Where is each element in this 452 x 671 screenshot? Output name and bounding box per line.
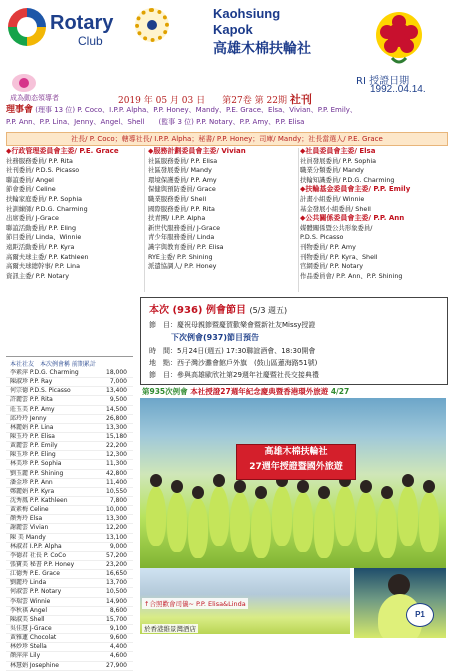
- leader-emblem-icon: [10, 72, 38, 94]
- roster-member-name: 李素萍 P.D.G. Charming: [10, 369, 79, 376]
- board-line-1: (理事 13 位) P. Coco、I.P.P. Alpha、P.P. Honey、Mandy、P.E. Grace、Elsa、Vivian、P.P. Emily、: [35, 106, 357, 114]
- roster-row: [6, 415, 133, 424]
- group-photo-member: [293, 492, 313, 552]
- committee-column-2: [148, 147, 298, 272]
- motto: 成為動态領導者: [10, 94, 59, 102]
- roster-amount: 22,200: [106, 442, 127, 450]
- roster-member-name: 陳玉玲 P.P. Elisa: [10, 432, 55, 440]
- roster-row: [6, 598, 133, 607]
- issue-date: 2019 年 05 月 03 日: [118, 96, 206, 106]
- roster-body: [6, 369, 133, 671]
- roster-member-name: 顏秀玲 Elsa: [10, 515, 43, 523]
- roster-row: [6, 387, 133, 396]
- group-photo-member: [398, 486, 418, 546]
- rotary-wheel-logo: [8, 8, 46, 46]
- issue-volume: 第27卷: [222, 96, 252, 106]
- club-wordmark: Club: [78, 34, 103, 48]
- club-name-en-1: Kaohsiung: [213, 6, 281, 21]
- roster-row: [6, 616, 133, 625]
- roster-amount: 7,800: [109, 496, 127, 504]
- roster-row: [6, 497, 133, 506]
- banner-line-1: 高雄木棉扶輪社: [264, 447, 328, 457]
- column-divider: [144, 148, 145, 292]
- roster-amount: 13,100: [106, 533, 127, 541]
- committee-member: 職業服務委員/ Shell: [148, 194, 207, 203]
- committee-head: ◆扶輪基金委員會主委/ P.P. Emily: [300, 185, 411, 194]
- group-photo-member-head: [171, 480, 183, 493]
- roster-member-name: 江德秀 P.E. Grace: [10, 570, 60, 578]
- roster-amount: 57,200: [106, 551, 127, 559]
- committee-member: RYE主委/ P.P. Shining: [148, 252, 213, 261]
- issue-number: 第 22期: [254, 96, 287, 106]
- roster-amount: 15,180: [106, 432, 127, 440]
- roster-row: [6, 643, 133, 652]
- publication-label: 社刊: [289, 93, 312, 106]
- roster-amount: 7,000: [109, 378, 127, 386]
- rotary-gear-icon: [135, 8, 169, 42]
- photo-footnote-hotel: 於香港維景灣酒店: [144, 625, 196, 633]
- roster-amount: 12,200: [106, 524, 127, 532]
- roster-member-name: 黃雅蓮 Chocolat: [10, 634, 57, 642]
- roster-amount: 18,000: [106, 369, 127, 376]
- roster-row: [6, 607, 133, 616]
- program-date: (5/3 週五): [249, 306, 288, 315]
- committee-head: ◆公共關係委員會主委/ P.P. Ann: [300, 214, 405, 223]
- founded-date: 1992..04.14.: [370, 84, 426, 95]
- roster-row: [6, 570, 133, 579]
- committee-member: 刊物委員/ P.P. Kyra、Shell: [300, 252, 378, 261]
- roster-row: [6, 534, 133, 543]
- roster-row: [6, 579, 133, 588]
- group-photo-member-head: [381, 486, 393, 499]
- officers-band: 社長/ P. Coco；轄導社長/ I.P.P. Alpha；秘書/ P.P. Honey；司庫/ Mandy；社長當選人/ P.E. Grace: [6, 132, 448, 146]
- group-photo-member-head: [255, 486, 267, 499]
- group-photo-member-head: [192, 486, 204, 499]
- group-photo-member: [335, 486, 355, 546]
- roster-row: [6, 396, 133, 405]
- program-title: [149, 301, 287, 316]
- committee-member: 節目委員/ Linda、Winnie: [6, 233, 82, 242]
- roster-member-name: 劉麗玲 Linda: [10, 579, 47, 587]
- column-divider: [298, 148, 299, 292]
- committee-member: 遠距活動委員/ P.P. Kyra: [6, 242, 75, 251]
- roster-member-name: 莊玉美 P.P. Amy: [10, 405, 55, 413]
- roster-member-name: 陳玉珍 P.P. Eling: [10, 451, 56, 459]
- program-item: 節 目：慶祝母親節暨慶賀歡樂會暨新社友Missy授證: [149, 321, 316, 329]
- rotary-wordmark: Rotary: [50, 12, 114, 34]
- roster-member-name: 李秋祺 Angel: [10, 606, 47, 614]
- group-photo-member-head: [360, 480, 372, 493]
- committee-member: 官網委員/ P.P. Notary: [300, 262, 364, 271]
- roster-amount: 9,000: [109, 542, 127, 550]
- roster-amount: 10,500: [106, 588, 127, 596]
- roster-row: [6, 488, 133, 497]
- page-number: P1: [406, 603, 434, 627]
- roster-row: [6, 652, 133, 661]
- roster-row: [6, 506, 133, 515]
- group-photo-member: [167, 492, 187, 552]
- committee-head: ◆服務計劃委員會主委/ Vivian: [148, 147, 246, 155]
- committee-member: 扶輪知識委員/ P.D.G. Charming: [300, 175, 395, 184]
- committee-member: 新世代服務委員/ J-Grace: [148, 223, 221, 232]
- roster-row: [6, 552, 133, 561]
- group-photo-member-head: [423, 480, 435, 493]
- group-photo-member: [272, 486, 292, 546]
- roster-row: [6, 634, 133, 643]
- committee-member: 扶青團/ I.P.P. Alpha: [148, 214, 206, 223]
- next-program-place: 地 點：西子灣沙灘會館戶外旗 (鼓山區蓮海路51號): [149, 359, 318, 367]
- committee-member: 保健與預防委員/ Grace: [148, 185, 216, 194]
- banner-line-2: 27週年授證暨國外旅遊: [249, 462, 343, 472]
- roster-amount: 16,650: [106, 570, 127, 578]
- committee-member: 媒體關係暨公共形象委員/: [300, 223, 373, 232]
- roster-row: [6, 515, 133, 524]
- roster-amount: 11,400: [106, 478, 127, 486]
- roster-member-name: 黃麗雲 P.P. Emily: [10, 442, 58, 450]
- group-photo: [140, 398, 446, 568]
- committee-member: 社區發展委員/ Mandy: [148, 166, 212, 175]
- roster-member-name: 陳淑美 Shell: [10, 615, 45, 623]
- roster-row: [6, 479, 133, 488]
- board-of-directors: [6, 104, 446, 130]
- committee-member: 社刊委員/ P.D.S. Picasso: [6, 166, 80, 175]
- committee-member: 計畫小組委員/ Winnie: [300, 194, 365, 203]
- roster-row: [6, 433, 133, 442]
- roster-amount: 9,600: [109, 634, 127, 642]
- roster-amount: 13,300: [106, 423, 127, 431]
- committee-member: 環境保護委員/ P.P. Amy: [148, 175, 217, 184]
- roster-member-name: 林慧娟 Josephine: [10, 661, 59, 669]
- committee-member: 扶輪家庭委員/ P.P. Sophia: [6, 194, 83, 203]
- group-photo-member: [356, 492, 376, 552]
- roster-amount: 10,000: [106, 506, 127, 514]
- roster-member-name: 顏萍萍 Lily: [10, 652, 41, 660]
- group-photo-member: [209, 486, 229, 546]
- committee-member: P.D.S. Picasso: [300, 233, 344, 242]
- roster-row: [6, 460, 133, 469]
- roster-member-name: 林美珍 P.P. Sophia: [10, 460, 62, 468]
- photo-caption-date: 4/27: [330, 387, 350, 396]
- committee-member: 派遣協調人/ P.P. Honey: [148, 262, 217, 271]
- group-photo-member-head: [402, 474, 414, 487]
- next-program-time: 時 間：5月24日(週五) 17:30聯誼酒會、18:30開會: [149, 347, 316, 355]
- group-photo-member-head: [234, 480, 246, 493]
- board-label: 理事會: [6, 105, 34, 115]
- roster-amount: 14,500: [106, 405, 127, 413]
- roster-amount: 13,700: [106, 579, 127, 587]
- roster-member-name: 吳佳慧 J-Grace: [10, 624, 52, 632]
- committee-member: 國際服務委員/ P.P. Rita: [148, 204, 215, 213]
- roster-amount: 9,500: [109, 396, 127, 404]
- group-photo-member-head: [318, 486, 330, 499]
- roster-amount: 26,800: [106, 414, 127, 422]
- roster-row: [6, 588, 133, 597]
- next-program-title: 下次例會(937)節目預告: [171, 333, 260, 342]
- roster-row: [6, 561, 133, 570]
- group-photo-member: [314, 498, 334, 558]
- roster-member-name: 邱玲玲 Jenny: [10, 414, 47, 422]
- roster-amount: 4,400: [109, 643, 127, 651]
- roster-member-name: 張寶美 秘書 P.P. Honey: [10, 560, 75, 568]
- roster-row: [6, 451, 133, 460]
- roster-member-name: 黃素梅 Celine: [10, 506, 49, 514]
- roster-amount: 11,300: [106, 460, 127, 468]
- roster-member-name: 林妙珍 Stella: [10, 643, 47, 651]
- photo-caption-meeting: 第935次例會: [142, 387, 188, 396]
- roster-member-name: 何淑雲 P.P. Notary: [10, 588, 62, 596]
- committee-member: 資訊主委/ P.P. Notary: [6, 271, 70, 280]
- roster-member-name: 李瑞雲 Winnie: [10, 597, 51, 605]
- committee-head: ◆社員委員會主委/ Elsa: [300, 147, 376, 155]
- club-name-zh: 高雄木棉扶輪社: [213, 41, 311, 57]
- roster-member-name: 潘金珍 P.P. Ann: [10, 478, 53, 486]
- program-title-text: 本次 (936) 例會節目: [149, 305, 246, 316]
- committee-member: 高爾夫球總幹事/ P.P. Lina: [6, 262, 81, 271]
- member-roster: [6, 356, 133, 669]
- roster-row: [6, 369, 133, 378]
- group-photo-member: [230, 492, 250, 552]
- roster-member-name: 沈秀鳳 P.P. Kathleen: [10, 496, 68, 504]
- program-box: [140, 297, 448, 385]
- photo-banner: [236, 444, 356, 480]
- roster-amount: 27,900: [106, 661, 127, 669]
- roster-member-name: 李德君 社長 P. CoCo: [10, 551, 67, 559]
- board-line-2: P.P. Ann、P.P. Lina、Jenny、Angel、Shell (監事 3 位) P.P. Notary、P.P. Amy、P.P. Elisa: [6, 118, 305, 126]
- roster-member-name: 何宗德 P.D.S. Picasso: [10, 387, 71, 395]
- roster-row: [6, 470, 133, 479]
- photo-footnote-emcees: ↑合照歡會司儀~ P.P. Elisa&Linda: [144, 600, 246, 608]
- committee-member: 刊物委員/ P.P. Amy: [300, 242, 356, 251]
- committee-member: 社員發展委員/ P.P. Sophia: [300, 156, 377, 165]
- committee-member: 高爾夫球主委/ P.P. Kathleen: [6, 252, 89, 261]
- committee-head: ◆行政管理委員會主委/ P.E. Grace: [6, 147, 119, 155]
- committee-member: 聯誼活動委員/ P.P. Eling: [6, 223, 77, 232]
- roster-amount: 13,300: [106, 515, 127, 523]
- committee-member: 社務服務委員/ P.P. Rita: [6, 156, 73, 165]
- committee-member: 節會委員/ Celine: [6, 185, 56, 194]
- committee-member: 社區服務委員/ P.P. Elisa: [148, 156, 218, 165]
- roster-row: [6, 424, 133, 433]
- roster-member-name: 劉玉麗 P.P. Shining: [10, 469, 64, 477]
- group-photo-member: [419, 492, 439, 552]
- roster-member-name: 許麗雲 P.P. Rita: [10, 396, 53, 404]
- roster-member-name: 陳 美 Mandy: [10, 533, 46, 541]
- group-photo-member-head: [150, 474, 162, 487]
- roster-member-name: 鄭麗娟 P.P. Kyra: [10, 487, 55, 495]
- club-name-en-2: Kapok: [213, 22, 253, 37]
- committee-member: 社訓練師/ P.D.G. Charming: [6, 204, 88, 213]
- committee-member: 出席委員/ J-Grace: [6, 214, 59, 223]
- roster-amount: 8,600: [109, 606, 127, 614]
- roster-amount: 14,900: [106, 597, 127, 605]
- committee-member: 青少年服務委員/ Linda: [148, 233, 215, 242]
- roster-row: [6, 378, 133, 387]
- roster-amount: 42,800: [106, 469, 127, 477]
- roster-row: [6, 406, 133, 415]
- roster-row: [6, 662, 133, 671]
- founded-label: RI 授證日期: [356, 76, 410, 87]
- roster-row: [6, 625, 133, 634]
- committee-member: 基金發展小組委員/ Shell: [300, 204, 371, 213]
- roster-amount: 9,100: [109, 624, 127, 632]
- roster-amount: 4,600: [109, 652, 127, 660]
- roster-row: [6, 524, 133, 533]
- group-photo-member: [146, 486, 166, 546]
- committee-member: 聯誼委員/ Angel: [6, 175, 54, 184]
- roster-row: [6, 442, 133, 451]
- committee-column-1: [6, 147, 142, 281]
- photo-caption-event: 本社授證27週年紀念慶典暨香港環外旅遊: [190, 387, 329, 396]
- photo-caption: [142, 386, 349, 397]
- group-photo-member: [377, 498, 397, 558]
- group-photo-member-head: [297, 480, 309, 493]
- roster-member-name: 陳淑珍 P.P. Ray: [10, 378, 53, 386]
- group-photo-member: [188, 498, 208, 558]
- roster-member-name: 謝麗雲 Vivian: [10, 524, 49, 532]
- roster-header: 本社社友 本次例會稱 前期累計: [10, 361, 96, 368]
- roster-amount: 23,200: [106, 560, 127, 568]
- roster-amount: 13,400: [106, 387, 127, 395]
- roster-amount: 10,550: [106, 487, 127, 495]
- roster-member-name: 林麗娟 P.P. Lina: [10, 423, 54, 431]
- kapok-flower-badge: [374, 10, 424, 68]
- committee-member: 作品委員會/ P.P. Ann、P.P. Shining: [300, 271, 403, 280]
- group-photo-member: [251, 498, 271, 558]
- roster-row: [6, 543, 133, 552]
- group-photo-member-head: [213, 474, 225, 487]
- committee-member: 識字與教育委員/ P.P. Elisa: [148, 242, 224, 251]
- committee-column-3: [300, 147, 450, 281]
- committee-member: 職業分類委員/ Mandy: [300, 166, 364, 175]
- next-program-item: 節 目：參與高雄歐欣社第29週年社慶暨社長交接典禮: [149, 371, 319, 379]
- roster-amount: 12,300: [106, 451, 127, 459]
- roster-amount: 15,700: [106, 615, 127, 623]
- photo-portrait: [354, 568, 446, 638]
- roster-member-name: 林淑君 I.P.P. Alpha: [10, 542, 62, 550]
